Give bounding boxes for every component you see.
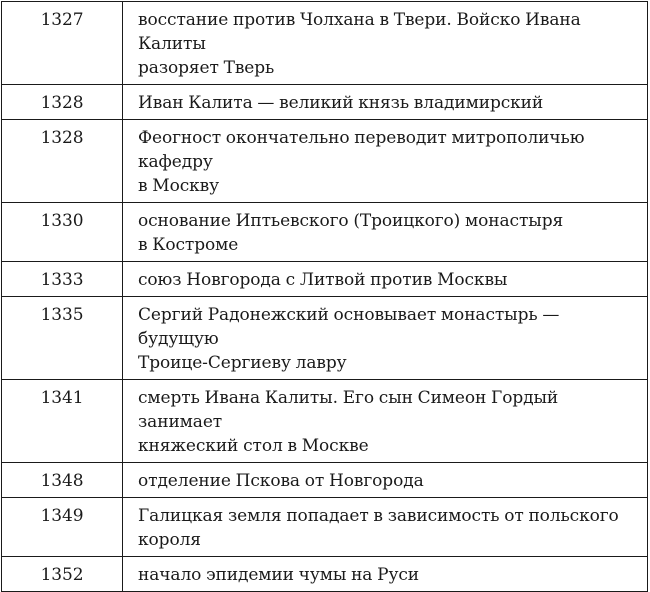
event-cell: отделение Пскова от Новгорода <box>123 463 648 498</box>
event-cell: Галицкая земля попадает в зависимость от польского короля <box>123 498 648 557</box>
year-cell: 1348 <box>2 463 123 498</box>
table-row <box>2 262 648 297</box>
table-row <box>2 203 648 262</box>
table-row <box>2 297 648 380</box>
year-cell: 1328 <box>2 85 123 120</box>
year-cell: 1330 <box>2 203 123 262</box>
event-cell: союз Новгорода с Литвой против Москвы <box>123 262 648 297</box>
table-row <box>2 120 648 203</box>
table-row <box>2 498 648 557</box>
table-row <box>2 557 648 592</box>
year-cell: 1328 <box>2 120 123 203</box>
event-cell: Иван Калита — великий князь владимирский <box>123 85 648 120</box>
year-cell: 1333 <box>2 262 123 297</box>
table-row <box>2 463 648 498</box>
year-cell: 1349 <box>2 498 123 557</box>
event-cell: восстание против Чолхана в Твери. Войско Ивана Калиты разоряет Тверь <box>123 2 648 85</box>
event-cell: начало эпидемии чумы на Руси <box>123 557 648 592</box>
year-cell: 1341 <box>2 380 123 463</box>
table-row <box>2 380 648 463</box>
chronology-table <box>1 1 648 592</box>
table-row <box>2 85 648 120</box>
year-cell: 1335 <box>2 297 123 380</box>
event-cell: смерть Ивана Калиты. Его сын Симеон Гордый занимает княжеский стол в Москве <box>123 380 648 463</box>
table-row <box>2 2 648 85</box>
year-cell: 1327 <box>2 2 123 85</box>
year-cell: 1352 <box>2 557 123 592</box>
event-cell: Феогност окончательно переводит митрополичью кафедру в Москву <box>123 120 648 203</box>
event-cell: Сергий Радонежский основывает монастырь — будущую Троице-Сергиеву лавру <box>123 297 648 380</box>
event-cell: основание Иптьевского (Троицкого) монастыря в Костроме <box>123 203 648 262</box>
